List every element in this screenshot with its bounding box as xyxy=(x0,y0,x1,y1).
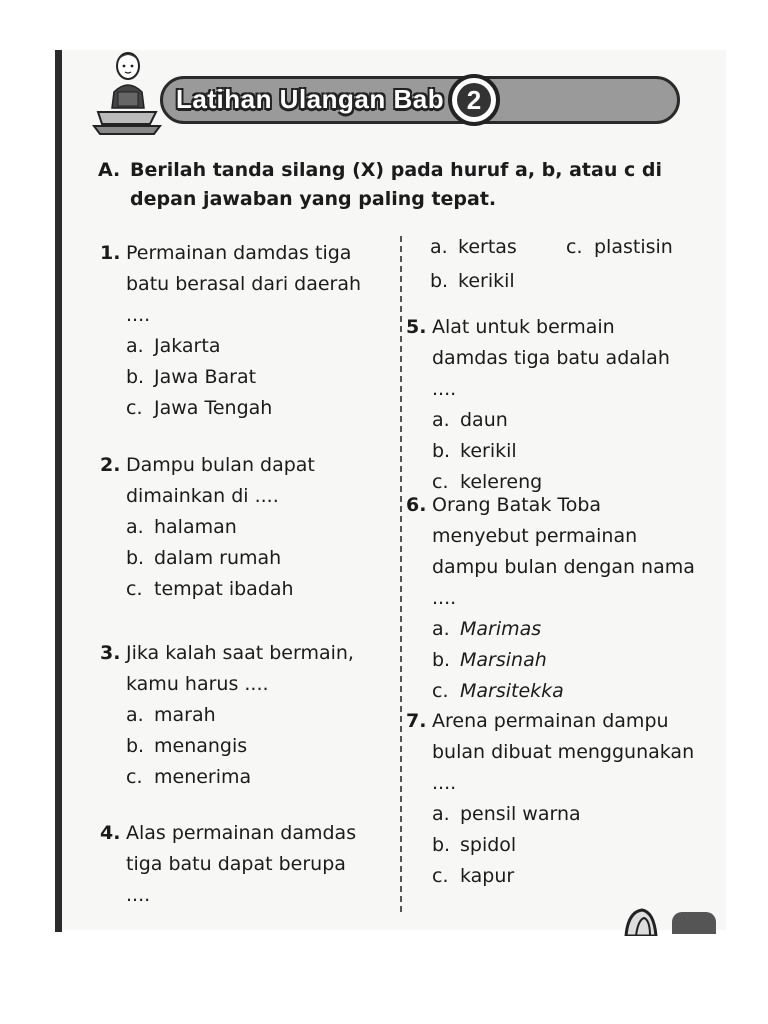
option-c[interactable]: c. Jawa Tengah xyxy=(126,397,273,419)
section-instruction xyxy=(98,156,678,214)
section-letter: A. xyxy=(98,159,121,181)
question-number: 1. xyxy=(100,242,121,264)
student-reading-illustration xyxy=(92,48,162,138)
option-a[interactable]: a. daun xyxy=(432,409,508,431)
question-4-option-a[interactable]: a. kertas xyxy=(430,236,517,258)
option-a[interactable]: a. halaman xyxy=(126,516,237,538)
question-6 xyxy=(406,490,696,707)
option-b[interactable]: b. Marsinah xyxy=(432,649,547,671)
chapter-number: 2 xyxy=(457,83,491,117)
question-text: Permainan damdas tiga batu berasal dari daerah .... xyxy=(126,242,362,326)
question-2 xyxy=(100,450,370,605)
binding-edge xyxy=(55,50,62,932)
question-text: Orang Batak Toba menyebut permainan dampu bulan dengan nama .... xyxy=(432,494,695,609)
option-b[interactable]: b. kerikil xyxy=(432,440,517,462)
question-number: 7. xyxy=(406,710,427,732)
banner-title: Latihan Ulangan Bab xyxy=(176,84,445,114)
question-5 xyxy=(406,312,696,498)
chapter-number-badge xyxy=(448,74,500,126)
question-3 xyxy=(100,638,370,793)
question-text: Alas permainan damdas tiga batu dapat berupa .... xyxy=(126,822,357,906)
question-7 xyxy=(406,706,696,892)
page-corner-ornament-icon xyxy=(622,906,662,936)
instruction-text: Berilah tanda silang (X) pada huruf a, b, atau c di depan jawaban yang paling tepat. xyxy=(130,159,662,210)
option-b[interactable]: b. menangis xyxy=(126,735,248,757)
question-text: Dampu bulan dapat dimainkan di .... xyxy=(126,454,315,507)
question-number: 6. xyxy=(406,494,427,516)
option-b[interactable]: b. dalam rumah xyxy=(126,547,282,569)
option-c[interactable]: c. kapur xyxy=(432,865,515,887)
question-text: Alat untuk bermain damdas tiga batu adalah .... xyxy=(432,316,670,400)
option-c[interactable]: c. kelereng xyxy=(432,471,543,493)
question-number: 3. xyxy=(100,642,121,664)
page-tab xyxy=(672,912,716,934)
option-a[interactable]: a. pensil warna xyxy=(432,803,581,825)
option-a[interactable]: a. Marimas xyxy=(432,618,542,640)
option-b[interactable]: b. spidol xyxy=(432,834,517,856)
option-c[interactable]: c. Marsitekka xyxy=(432,680,564,702)
column-divider xyxy=(400,236,402,912)
question-1 xyxy=(100,238,370,424)
option-a[interactable]: a. marah xyxy=(126,704,216,726)
question-number: 5. xyxy=(406,316,427,338)
question-text: Jika kalah saat bermain, kamu harus .... xyxy=(126,642,354,695)
question-text: Arena permainan dampu bulan dibuat menggunakan .... xyxy=(432,710,695,794)
option-c[interactable]: c. tempat ibadah xyxy=(126,578,294,600)
option-c[interactable]: c. menerima xyxy=(126,766,252,788)
question-number: 4. xyxy=(100,822,121,844)
question-number: 2. xyxy=(100,454,121,476)
question-4-option-c[interactable]: c. plastisin xyxy=(566,236,673,258)
question-4-option-b[interactable]: b. kerikil xyxy=(430,270,515,292)
option-b[interactable]: b. Jawa Barat xyxy=(126,366,257,388)
question-4 xyxy=(100,818,370,911)
option-a[interactable]: a. Jakarta xyxy=(126,335,221,357)
